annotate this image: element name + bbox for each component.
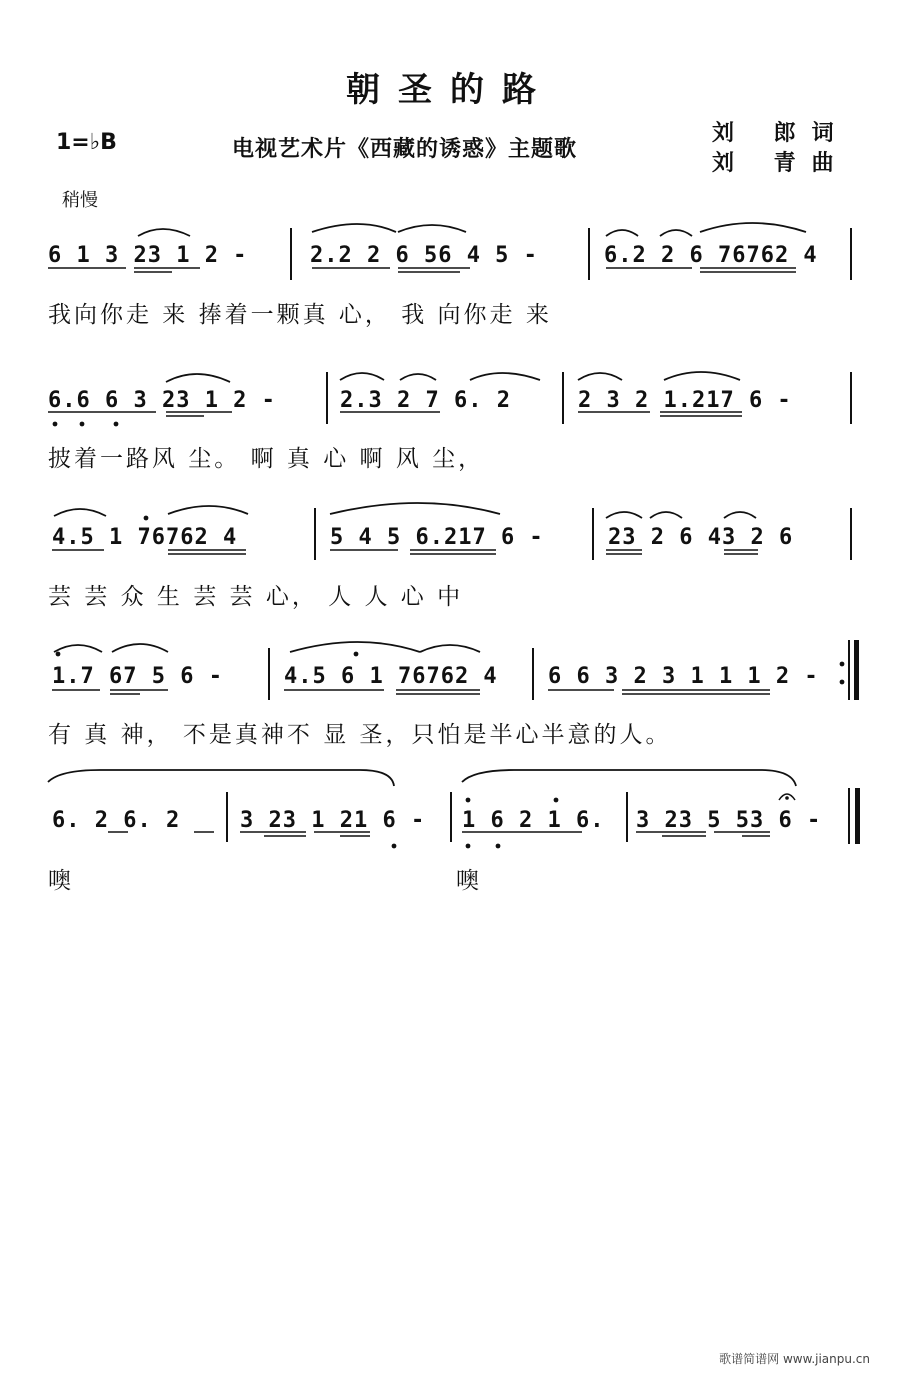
- octave-dot: [56, 652, 61, 657]
- slur: [112, 644, 168, 652]
- measure: 6.6 6 3 23 1 2 -: [48, 388, 276, 413]
- slur: [48, 770, 394, 786]
- measure: 2.2 2 6 56 4 5 -: [310, 243, 538, 268]
- slur: [664, 372, 740, 380]
- fermata-dot: [785, 796, 789, 800]
- slur: [462, 770, 796, 786]
- measure: 6. 2 6. 2: [52, 808, 181, 833]
- slur: [168, 506, 248, 514]
- measure: 3 23 1 21 6 -: [240, 808, 426, 833]
- octave-dot: [466, 844, 471, 849]
- slur: [340, 373, 384, 380]
- slur: [420, 645, 480, 652]
- octave-dot: [144, 516, 149, 521]
- octave-dot: [392, 844, 397, 849]
- measure: 4.5 1 76762 4: [52, 525, 238, 550]
- slur: [606, 512, 642, 518]
- slur: [290, 642, 420, 652]
- measure: 3 23 5 53 6 -: [636, 808, 822, 833]
- composer-credit: 刘 青曲: [712, 151, 850, 176]
- measure: 6 6 3 2 3 1 1 1 2 -: [548, 664, 819, 689]
- measure: 6 1 3 23 1 2 -: [48, 243, 248, 268]
- octave-dot: [114, 422, 119, 427]
- lyric-line: 芸 芸 众 生 芸 芸 心， 人 人 心 中: [48, 584, 464, 610]
- slur: [578, 373, 622, 380]
- octave-dot: [354, 652, 359, 657]
- slur: [606, 230, 638, 236]
- octave-dot: [554, 798, 559, 803]
- tempo-marking: 稍慢: [62, 190, 98, 211]
- key-signature: 1=♭B: [56, 130, 117, 155]
- slur: [166, 374, 230, 382]
- measure: 2 3 2 1.217 6 -: [578, 388, 792, 413]
- repeat-dot: [840, 680, 845, 685]
- slur: [650, 512, 682, 518]
- slur: [138, 229, 190, 236]
- measure: 23 2 6 43 2 6: [608, 525, 794, 550]
- octave-dot: [466, 798, 471, 803]
- lyricist-credit: 刘 郎词: [712, 121, 850, 146]
- octave-dot: [80, 422, 85, 427]
- slur: [312, 224, 396, 232]
- slur: [470, 373, 540, 380]
- measure: 1 6 2 1 6.: [462, 808, 605, 833]
- slur: [330, 503, 500, 514]
- measure: 2.3 2 7 6. 2: [340, 388, 511, 413]
- measure: 1.7 67 5 6 -: [52, 664, 223, 689]
- slur: [700, 223, 806, 232]
- slur: [398, 225, 466, 232]
- lyric-vocalise: 噢: [48, 868, 71, 894]
- slur: [54, 645, 102, 652]
- octave-dot: [53, 422, 58, 427]
- watermark: 歌谱简谱网 www.jianpu.cn: [719, 1352, 870, 1366]
- measure: 6.2 2 6 76762 4: [604, 243, 818, 268]
- lyric-line: 我向你走 来 捧着一颗真 心， 我 向你走 来: [48, 302, 552, 328]
- slur: [660, 230, 692, 236]
- slur: [54, 509, 106, 516]
- lyric-vocalise: 噢: [456, 868, 479, 894]
- octave-dot: [496, 844, 501, 849]
- lyric-line: 披着一路风 尘。 啊 真 心 啊 风 尘，: [48, 446, 485, 472]
- lyric-line: 有 真 神， 不是真神不 显 圣，只怕是半心半意的人。: [48, 722, 672, 748]
- repeat-dot: [840, 662, 845, 667]
- slur: [400, 374, 436, 380]
- subtitle: 电视艺术片《西藏的诱惑》主题歌: [232, 137, 578, 162]
- song-title: 朝圣的路: [346, 70, 554, 110]
- slur: [724, 512, 756, 518]
- measure: 4.5 6 1 76762 4: [284, 664, 498, 689]
- measure: 5 4 5 6.217 6 -: [330, 525, 544, 550]
